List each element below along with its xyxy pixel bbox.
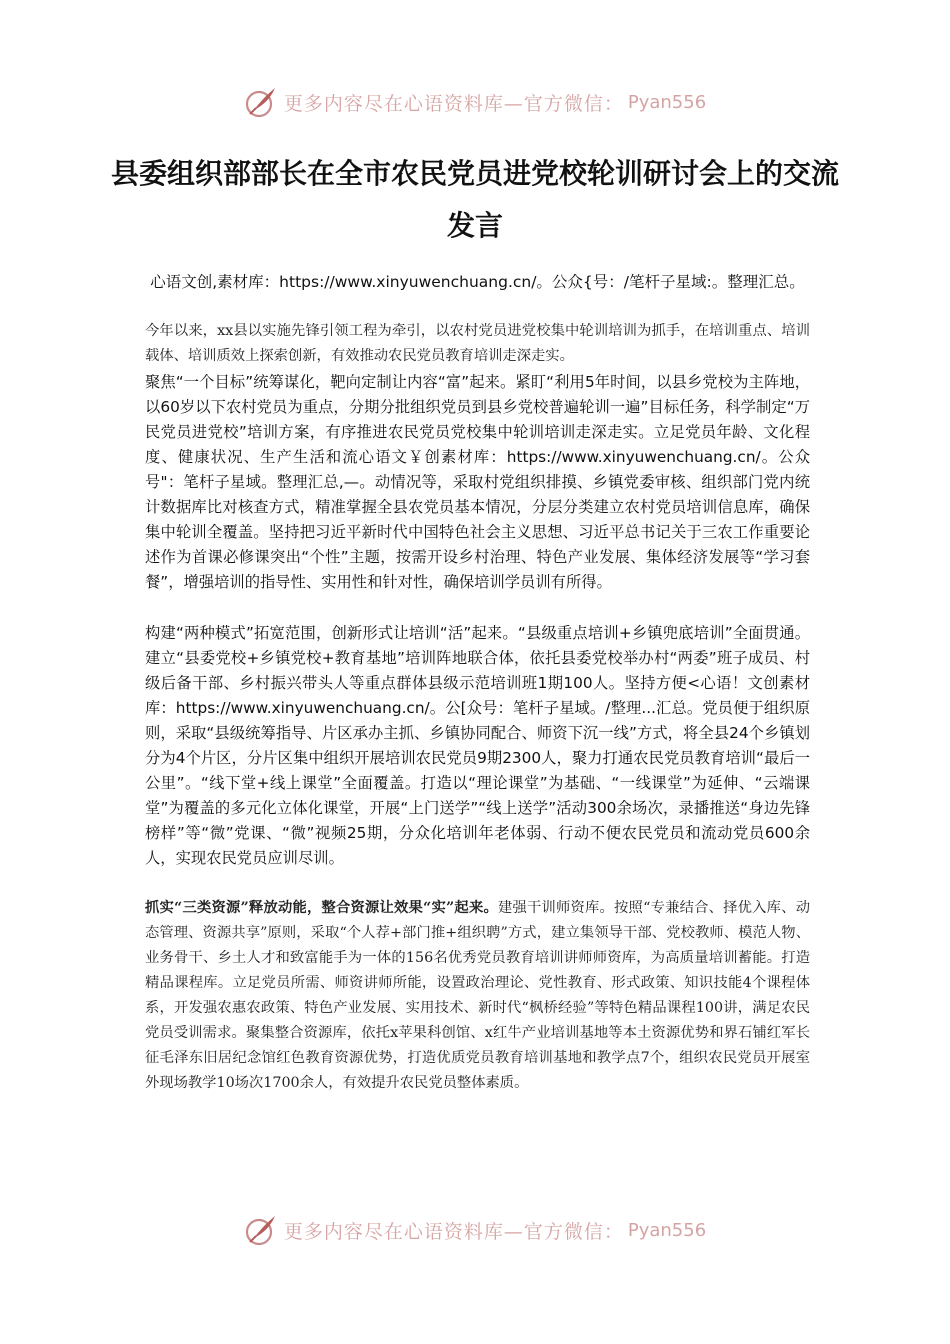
paragraph-intro [145,319,810,369]
paragraph-text: 今年以来，xx县以实施先锋引领工程为牵引，以农村党员进党校集中轮训培训为抓手，在培训重点、培训载体、培训质效上探索创新，有效推动农民党员教育培训走深走实。 [145,323,810,364]
page-title: 县委组织部部长在全市农民党员进党校轮训研讨会上的交流发言 [110,157,839,242]
paragraph-section-2 [145,621,810,871]
footer-watermark [0,1208,950,1252]
source-line: 心语文创,素材库：https://www.xinyuwenchuang.cn/。公众{号：/笔杆子星域:。整理汇总。 [150,273,805,291]
watermark-wechat-id: Pyan556 [627,1219,707,1241]
paragraph-section-3 [145,896,810,1096]
watermark-wechat-id: Pyan556 [627,91,707,113]
quill-logo-icon [244,1213,278,1247]
paragraph-text: 构建“两种模式”拓宽范围，创新形式让培训“活”起来。“县级重点培训+乡镇兜底培训”全面贯通。建立“县委党校+乡镇党校+教育基地”培训阵地联合体，依托县委党校举办村“两委”班子成员、村级后备干部、乡村振兴带头人等重点群体县级示范培训班1期100人。坚持方便<心语！文创素材库：https://www.xinyuwenchuang.cn/。公[众号：笔杆子星域。/整理...汇总。党员便于组织原则，采取“县级统筹指导、片区承办主抓、乡镇协同配合、师资下沉一线”方式，将全县24个乡镇划分为4个片区，分片区集中组织开展培训农民党员9期2300人，聚力打通农民党员教育培训“最后一公里”。“线下堂+线上课堂”全面覆盖。打造以“理论课堂”为基础、“一线课堂”为延伸、“云端课堂”为覆盖的多元化立体化课堂，开展“上门送学”“线上送学”活动300余场次，录播推送“身边先锋榜样”等“微”党课、“微”视频25期，分众化培训年老体弱、行动不便农民党员和流动党员600余人，实现农民党员应训尽训。 [145,624,810,867]
paragraph-text: 聚焦“一个目标”统筹谋化，靶向定制让内容“富”起来。紧盯“利用5年时间，以县乡党校为主阵地，以60岁以下农村党员为重点，分期分批组织党员到县乡党校普遍轮训一遍”目标任务，科学制定“万民党员进党校”培训方案，有序推进农民党员党校集中轮训培训走深走实。立足党员年龄、文化程度、健康状况、生产生活和流心语文￥创素材库：https://www.xinyuwenchuang.cn/。公众号"：笔杆子星域。整理汇总,—。动情况等，采取村党组织排摸、乡镇党委审核、组织部门党内统计数据库比对核查方式，精准掌握全县农党员基本情况，分层分类建立农村党员培训信息库，确保集中轮训全覆盖。坚持把习近平新时代中国特色社会主义思想、习近平总书记关于三农工作重要论述作为首课必修课突出“个性”主题，按需开设乡村治理、特色产业发展、集体经济发展等“学习套餐”，增强培训的指导性、实用性和针对性，确保培训学员训有所得。 [145,373,810,591]
paragraph-lead: 抓实“三类资源”释放动能，整合资源让效果“实”起来。 [145,900,498,916]
paragraph-text: 建强干训师资库。按照“专兼结合、择优入库、动态管理、资源共享”原则，采取“个人荐+部门推+组织聘”方式，建立集领导干部、党校教师、模范人物、业务骨干、乡土人才和致富能手为一体的156名优秀党员教育培训讲师师资库，为高质量培训蓄能。打造精品课程库。立足党员所需、师资讲师所能，设置政治理论、党性教育、形式政策、知识技能4个课程体系，开发强农惠农政策、特色产业发展、实用技术、新时代“枫桥经验”等特色精品课程100讲，满足农民党员受训需求。聚集整合资源库，依托x苹果科创馆、x红牛产业培训基地等本土资源优势和界石铺红军长征毛泽东旧居纪念馆红色教育资源优势，打造优质党员教育培训基地和教学点7个，组织农民党员开展室外现场教学10场次1700余人，有效提升农民党员整体素质。 [145,900,810,1091]
watermark-text: 更多内容尽在心语资料库—官方微信： [283,92,624,115]
paragraph-section-1 [145,370,810,595]
quill-logo-icon [244,85,278,119]
header-watermark [0,80,950,124]
watermark-text: 更多内容尽在心语资料库—官方微信： [283,1220,624,1243]
